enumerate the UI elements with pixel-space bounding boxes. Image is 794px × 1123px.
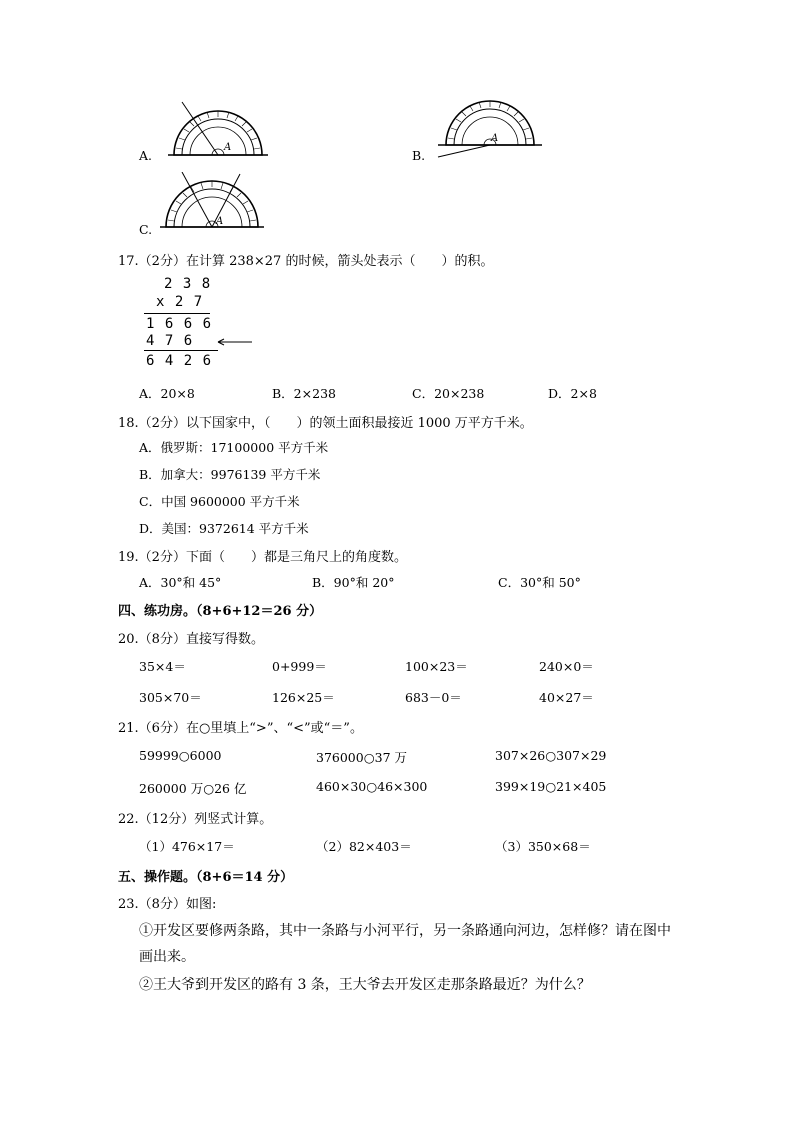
svg-text:A: A (216, 216, 224, 227)
q21-item: 260000 万○26 亿 (139, 781, 247, 796)
q23-part-1-line-2: 画出来。 (139, 949, 195, 965)
q20-item: 683－0＝ (405, 690, 462, 705)
question-22-text: 22.（12分）列竖式计算。 (118, 812, 273, 827)
q19-option-b: B．90°和 20° (312, 575, 395, 590)
question-19-text: 19.（2分）下面（ ）都是三角尺上的角度数。 (118, 550, 407, 565)
q23-part-2: ②王大爷到开发区的路有 3 条，王大爷去开发区走那条路最近？为什么？ (139, 977, 591, 993)
protractor-b-figure (434, 95, 546, 159)
q17-multiplication-figure (140, 276, 270, 376)
mult-row-partial-2: 4 7 6 (146, 333, 194, 349)
question-18-text: 18.（2分）以下国家中，（ ）的领土面积最接近 1000 万平方千米。 (118, 416, 533, 431)
q17-option-d: D．2×8 (548, 386, 597, 401)
q21-item: 460×30○46×300 (316, 779, 428, 794)
q18-option-b: B．加拿大：9976139 平方千米 (139, 467, 321, 482)
q19-option-c: C．30°和 50° (498, 575, 581, 590)
q21-item: 307×26○307×29 (495, 748, 607, 763)
q21-item: 59999○6000 (139, 748, 222, 763)
q18-option-c: C．中国 9600000 平方千米 (139, 494, 300, 509)
q23-part-1-line-1: ①开发区要修两条路，其中一条路与小河平行，另一条路通向河边，怎样修？请在图中 (139, 923, 671, 939)
option-b-label: B. (412, 148, 426, 163)
q21-item: 399×19○21×405 (495, 779, 607, 794)
q21-item: 376000○37 万 (316, 750, 408, 765)
q17-option-b: B．2×238 (272, 386, 336, 401)
q22-item: （3）350×68＝ (495, 839, 591, 854)
section-4-heading: 四、练功房。（8+6+12＝26 分） (118, 604, 323, 619)
protractor-c-figure (160, 172, 264, 232)
mult-line-top (144, 313, 210, 314)
q20-item: 100×23＝ (405, 659, 468, 674)
question-23-text: 23.（8分）如图: (118, 897, 217, 912)
q17-option-a: A．20×8 (139, 386, 195, 401)
q17-option-c: C．20×238 (412, 386, 485, 401)
arrow-left-icon (216, 336, 254, 348)
q20-item: 126×25＝ (272, 690, 335, 705)
q20-item: 40×27＝ (539, 690, 594, 705)
mult-row-product: 6 4 2 6 (146, 353, 213, 369)
q19-option-a: A．30°和 45° (139, 575, 222, 590)
mult-row-multiplier: x 2 7 (156, 294, 204, 310)
option-a-label: A. (139, 148, 153, 163)
question-20-text: 20.（8分）直接写得数。 (118, 632, 264, 647)
protractor-a-figure (168, 100, 268, 160)
svg-text:A: A (224, 142, 232, 153)
question-17-text: 17.（2分）在计算 238×27 的时候，箭头处表示（ ）的积。 (118, 254, 494, 269)
question-21-text: 21.（6分）在○里填上“>”、“<”或“＝”。 (118, 721, 363, 736)
q20-item: 35×4＝ (139, 659, 186, 674)
q20-item: 0+999＝ (272, 659, 327, 674)
section-5-heading: 五、操作题。（8+6＝14 分） (118, 870, 294, 885)
svg-text:A: A (491, 133, 499, 144)
q20-item: 305×70＝ (139, 690, 202, 705)
q22-item: （2）82×403＝ (316, 839, 412, 854)
q18-option-d: D．美国：9372614 平方千米 (139, 521, 309, 536)
q18-option-a: A．俄罗斯：17100000 平方千米 (139, 440, 329, 455)
q22-item: （1）476×17＝ (139, 839, 235, 854)
mult-line-bottom (144, 350, 218, 351)
option-c-label: C. (139, 222, 153, 237)
mult-row-multiplicand: 2 3 8 (164, 276, 212, 292)
q20-item: 240×0＝ (539, 659, 594, 674)
mult-row-partial-1: 1 6 6 6 (146, 316, 213, 332)
